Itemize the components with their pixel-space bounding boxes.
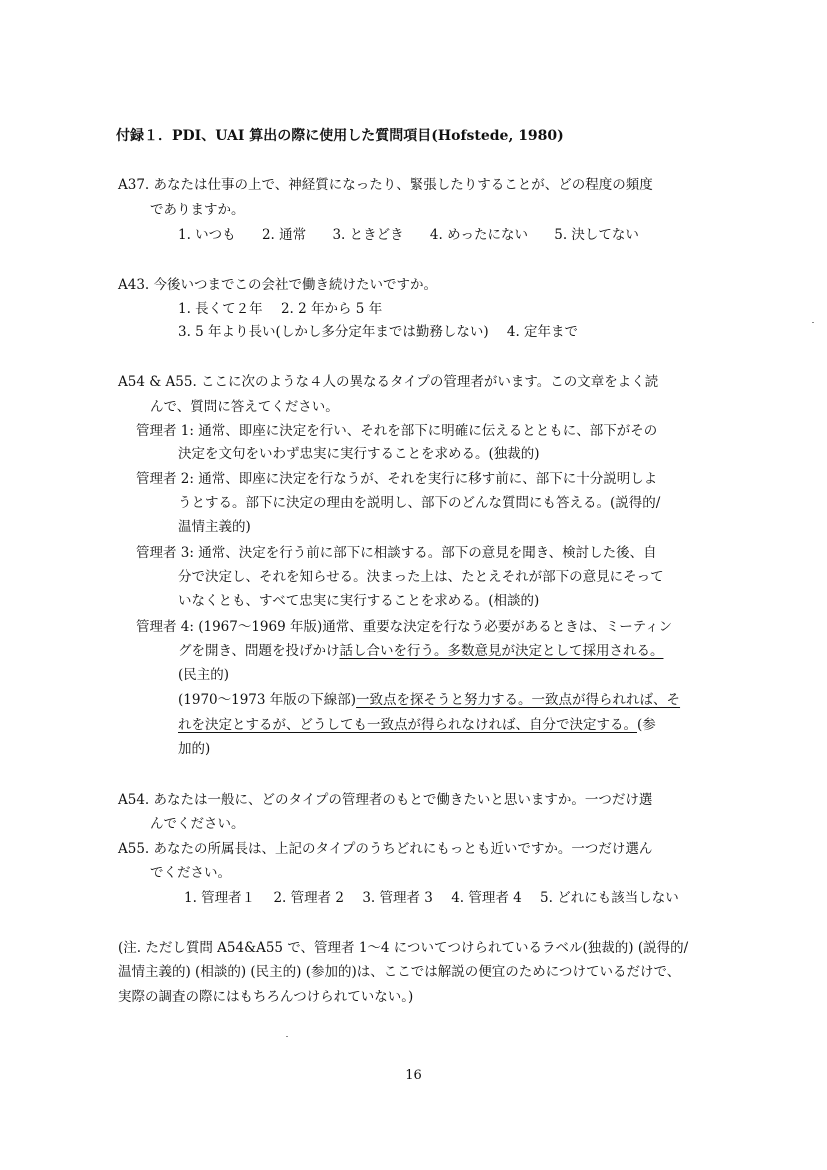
manager-4-underlined-revision: 一致点を探そうと努力する。一致点が得られれば、そ	[356, 692, 681, 708]
a54-question-line-1: A54. あなたは一般に、どのタイプの管理者のもとで働きたいと思いますか。一つだけ選	[118, 792, 653, 808]
manager-4-line-5	[178, 716, 656, 734]
a43-option-1: 1. 長くて２年	[178, 301, 263, 317]
manager-4-line-6: 加的)	[178, 741, 211, 757]
manager-4-line-2	[178, 642, 663, 660]
scan-speck	[286, 1036, 288, 1037]
a55-option-4: 4. 管理者 4	[451, 890, 522, 906]
manager-2-line-2: うとする。部下に決定の理由を説明し、部下のどんな質問にも答える。(説得的/	[178, 495, 661, 511]
a37-options	[178, 226, 639, 244]
manager-4-version-note: (1970〜1973 年版の下線部)	[178, 692, 357, 708]
a55-question-line-2: でください。	[150, 865, 231, 881]
a55-option-3: 3. 管理者 3	[362, 890, 433, 906]
note-line-2: 温情主義的) (相談的) (民主的) (参加的)は、ここでは解説の便宜のためにつけているだけで、	[118, 964, 681, 980]
manager-4-label-start: (参	[637, 717, 656, 733]
manager-3-line-1: 管理者 3: 通常、決定を行う前に部下に相談する。部下の意見を聞き、検討した後、自	[136, 545, 657, 561]
manager-4-text: グを開き、問題を投げかけ	[178, 643, 340, 659]
manager-1-line-2: 決定を文句をいわず忠実に実行することを求める。(独裁的)	[178, 446, 540, 462]
scan-speck	[812, 322, 814, 323]
page-title: 付録１．PDI、UAI 算出の際に使用した質問項目(Hofstede, 1980)	[116, 128, 564, 144]
a37-option-3: 3. ときどき	[332, 227, 404, 243]
manager-3-line-2: 分で決定し、それを知らせる。決まった上は、たとえそれが部下の意見にそって	[178, 569, 664, 585]
a37-option-4: 4. めったにない	[429, 227, 528, 243]
manager-4-line-3: (民主的)	[178, 667, 230, 683]
manager-2-line-3: 温情主義的)	[178, 519, 251, 535]
a37-question-line-1: A37. あなたは仕事の上で、神経質になったり、緊張したりすることが、どの程度の頻度	[118, 177, 653, 193]
manager-4-underlined-text: 話し合いを行う。多数意見が決定として採用される。	[339, 643, 664, 659]
a43-options-row-1	[178, 300, 382, 318]
a55-option-1: 1. 管理者１	[184, 890, 256, 906]
manager-1-line-1: 管理者 1: 通常、即座に決定を行い、それを部下に明確に伝えるとともに、部下がその	[136, 423, 658, 439]
a55-question-line-1: A55. あなたの所属長は、上記のタイプのうちどれにもっとも近いですか。一つだけ選ん	[118, 841, 653, 857]
manager-3-line-3: いなくとも、すべて忠実に実行することを求める。(相談的)	[178, 593, 540, 609]
a43-question: A43. 今後いつまでこの会社で働き続けたいですか。	[118, 277, 438, 293]
note-line-1: (注. ただし質問 A54&A55 で、管理者 1〜4 についてつけられているラベル(独裁的) (説得的/	[118, 940, 689, 956]
a55-options	[184, 889, 679, 907]
a54-question-line-2: んでください。	[150, 816, 245, 832]
manager-4-underlined-revision-cont: れを決定とするが、どうしても一致点が得られなければ、自分で決定する。	[178, 717, 637, 733]
a43-option-4: 4. 定年まで	[506, 324, 579, 340]
a37-option-5: 5. 決してない	[554, 227, 639, 243]
a43-options-row-2	[178, 323, 578, 341]
a55-option-5: 5. どれにも該当しない	[540, 890, 679, 906]
manager-4-line-4	[178, 691, 680, 709]
a37-question-line-2: でありますか。	[150, 202, 245, 218]
a54-55-intro-line-1: A54 & A55. ここに次のような４人の異なるタイプの管理者がいます。この文章をよく読	[118, 374, 659, 390]
manager-4-line-1: 管理者 4: (1967〜1969 年版)通常、重要な決定を行なう必要があるときは、ミーティン	[136, 619, 673, 635]
manager-2-line-1: 管理者 2: 通常、即座に決定を行なうが、それを実行に移す前に、部下に十分説明しよ	[136, 471, 658, 487]
a43-option-3: 3. 5 年より長い(しかし多分定年までは勤務しない)	[178, 324, 489, 340]
note-line-3: 実際の調査の際にはもちろんつけられていない。)	[118, 989, 414, 1005]
a54-55-intro-line-2: んで、質問に答えてください。	[150, 399, 339, 415]
a55-option-2: 2. 管理者 2	[273, 890, 345, 906]
a37-option-1: 1. いつも	[178, 227, 236, 243]
page-number: 16	[405, 1068, 422, 1083]
a43-option-2: 2. 2 年から 5 年	[280, 301, 383, 317]
a37-option-2: 2. 通常	[261, 227, 307, 243]
